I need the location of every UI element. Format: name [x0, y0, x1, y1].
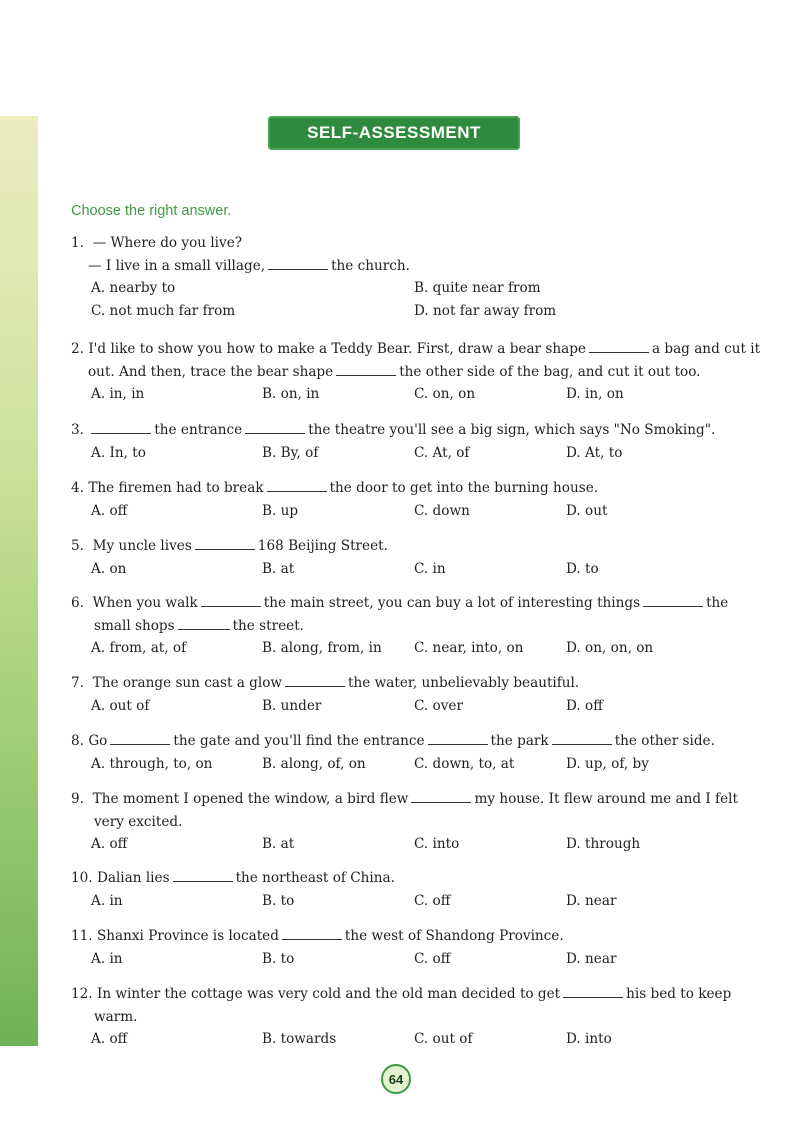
- option-d[interactable]: D. to: [566, 560, 599, 577]
- option-a[interactable]: A. through, to, on: [91, 755, 213, 772]
- question-text: When you walk: [92, 595, 198, 611]
- question-text: the street.: [232, 617, 304, 634]
- question-number: 5.: [71, 538, 84, 554]
- question-text: his bed to keep: [626, 986, 732, 1002]
- page-number-badge: [381, 1064, 411, 1094]
- question-11: [71, 925, 731, 970]
- option-a[interactable]: A. in: [91, 892, 123, 909]
- option-a[interactable]: A. from, at, of: [91, 640, 187, 656]
- answer-blank[interactable]: [589, 338, 649, 353]
- answer-blank[interactable]: [201, 592, 261, 607]
- option-a[interactable]: A. out of: [91, 697, 150, 714]
- question-6: [71, 592, 731, 660]
- question-5: [71, 535, 731, 580]
- question-number: 8.: [71, 733, 84, 749]
- answer-blank[interactable]: [267, 477, 327, 492]
- option-c[interactable]: C. At, of: [414, 444, 470, 461]
- question-4: [71, 477, 731, 522]
- question-text: the park: [490, 733, 549, 749]
- option-c[interactable]: C. off: [414, 950, 451, 967]
- question-10: [71, 867, 731, 912]
- option-c[interactable]: C. out of: [414, 1031, 473, 1047]
- question-text: the northeast of China.: [235, 870, 395, 886]
- question-text: — I live in a small village,: [88, 257, 266, 274]
- option-b[interactable]: B. on, in: [262, 386, 320, 402]
- question-text: the water, unbelievably beautiful.: [348, 675, 580, 691]
- question-text: Go: [88, 733, 108, 749]
- question-text: the other side.: [614, 733, 715, 749]
- option-d[interactable]: D. near: [566, 950, 617, 967]
- option-b[interactable]: B. up: [262, 502, 299, 519]
- question-number: 12.: [71, 986, 93, 1002]
- option-a[interactable]: A. in: [91, 950, 123, 967]
- answer-blank[interactable]: [178, 615, 230, 630]
- option-d[interactable]: D. out: [566, 502, 608, 519]
- question-text: the door to get into the burning house.: [329, 480, 599, 496]
- answer-blank[interactable]: [643, 592, 703, 607]
- option-a[interactable]: A. in, in: [91, 386, 145, 402]
- question-number: 4.: [71, 480, 84, 496]
- question-number: 10.: [71, 870, 93, 886]
- option-b[interactable]: B. towards: [262, 1031, 337, 1047]
- option-d[interactable]: D. near: [566, 892, 617, 909]
- option-b[interactable]: B. under: [262, 697, 322, 714]
- question-number: 6.: [71, 595, 84, 611]
- question-text: my house. It flew around me and I felt: [474, 791, 738, 807]
- option-b[interactable]: B. at: [262, 836, 295, 852]
- question-text: the other side of the bag, and cut it out too.: [399, 363, 701, 380]
- answer-blank[interactable]: [195, 535, 255, 550]
- option-d[interactable]: D. At, to: [566, 444, 623, 461]
- option-c[interactable]: C. into: [414, 836, 460, 852]
- option-a[interactable]: A. off: [91, 502, 128, 519]
- option-d[interactable]: D. up, of, by: [566, 755, 649, 772]
- option-c[interactable]: C. over: [414, 697, 463, 714]
- answer-blank[interactable]: [282, 925, 342, 940]
- question-text: warm.: [94, 1008, 138, 1025]
- answer-blank[interactable]: [110, 730, 170, 745]
- answer-blank[interactable]: [245, 419, 305, 434]
- answer-blank[interactable]: [428, 730, 488, 745]
- question-number: 1.: [71, 235, 84, 251]
- question-number: 7.: [71, 675, 84, 691]
- question-2: [71, 338, 761, 406]
- option-a[interactable]: A. off: [91, 836, 128, 852]
- question-text: out. And then, trace the bear shape: [88, 363, 334, 380]
- question-text: The orange sun cast a glow: [92, 675, 283, 691]
- question-number: 3.: [71, 422, 84, 438]
- option-a[interactable]: A. In, to: [91, 444, 146, 461]
- answer-blank[interactable]: [268, 255, 328, 270]
- question-text: the entrance: [154, 422, 243, 438]
- question-3: [71, 419, 731, 464]
- question-9: [71, 788, 738, 856]
- option-a[interactable]: A. off: [91, 1031, 128, 1047]
- option-c[interactable]: C. in: [414, 560, 446, 577]
- option-c[interactable]: C. near, into, on: [414, 640, 524, 656]
- question-text: The firemen had to break: [88, 480, 264, 496]
- option-d[interactable]: D. in, on: [566, 386, 624, 402]
- question-text: the: [706, 595, 729, 611]
- instruction-text: Choose the right answer.: [71, 203, 232, 219]
- question-8: [71, 730, 731, 775]
- question-text: Dalian lies: [96, 870, 170, 886]
- question-text: a bag and cut it: [651, 341, 761, 357]
- answer-blank[interactable]: [552, 730, 612, 745]
- question-7: [71, 672, 731, 717]
- section-title: SELF-ASSESSMENT: [307, 123, 481, 142]
- answer-blank[interactable]: [411, 788, 471, 803]
- question-text: Shanxi Province is located: [96, 928, 279, 944]
- question-text: the west of Shandong Province.: [344, 928, 564, 944]
- option-d[interactable]: D. not far away from: [414, 302, 557, 319]
- option-a[interactable]: A. on: [91, 560, 127, 577]
- answer-blank[interactable]: [563, 983, 623, 998]
- question-text: The moment I opened the window, a bird flew: [92, 791, 409, 807]
- question-text: the theatre you'll see a big sign, which says "No Smoking".: [308, 422, 716, 438]
- question-12: [71, 983, 731, 1051]
- answer-blank[interactable]: [173, 867, 233, 882]
- option-b[interactable]: B. along, from, in: [262, 640, 382, 656]
- option-a[interactable]: A. nearby to: [91, 280, 176, 296]
- question-text: My uncle lives: [92, 538, 192, 554]
- option-b[interactable]: B. to: [262, 950, 295, 967]
- option-c[interactable]: C. off: [414, 892, 451, 909]
- option-c[interactable]: C. down: [414, 502, 470, 519]
- question-number: 9.: [71, 791, 84, 807]
- page-number: 64: [388, 1071, 404, 1087]
- option-c[interactable]: C. on, on: [414, 386, 476, 402]
- question-text: 168 Beijing Street.: [257, 538, 388, 554]
- option-d[interactable]: D. through: [566, 836, 641, 852]
- option-c[interactable]: C. down, to, at: [414, 755, 515, 772]
- question-text: In winter the cottage was very cold and the old man decided to get: [96, 986, 561, 1002]
- question-number: 11.: [71, 928, 93, 944]
- answer-blank[interactable]: [285, 672, 345, 687]
- question-text: I'd like to show you how to make a Teddy Bear. First, draw a bear shape: [88, 341, 586, 357]
- question-1: [71, 232, 731, 322]
- question-text: the gate and you'll find the entrance: [173, 733, 425, 749]
- question-number: 2.: [71, 341, 84, 357]
- question-text: the main street, you can buy a lot of interesting things: [263, 595, 641, 611]
- question-text: the church.: [331, 257, 410, 274]
- option-d[interactable]: D. on, on, on: [566, 640, 654, 656]
- answer-blank[interactable]: [336, 361, 396, 376]
- question-text: very excited.: [94, 813, 183, 830]
- question-text: — Where do you live?: [92, 235, 243, 251]
- option-b[interactable]: B. along, of, on: [262, 755, 366, 772]
- question-text: small shops: [94, 617, 175, 634]
- option-b[interactable]: B. to: [262, 892, 295, 909]
- option-b[interactable]: B. By, of: [262, 444, 319, 461]
- answer-blank[interactable]: [91, 419, 151, 434]
- option-d[interactable]: D. into: [566, 1031, 612, 1047]
- option-b[interactable]: B. at: [262, 560, 295, 577]
- option-b[interactable]: B. quite near from: [414, 280, 541, 296]
- option-d[interactable]: D. off: [566, 697, 603, 714]
- option-c[interactable]: C. not much far from: [91, 302, 236, 319]
